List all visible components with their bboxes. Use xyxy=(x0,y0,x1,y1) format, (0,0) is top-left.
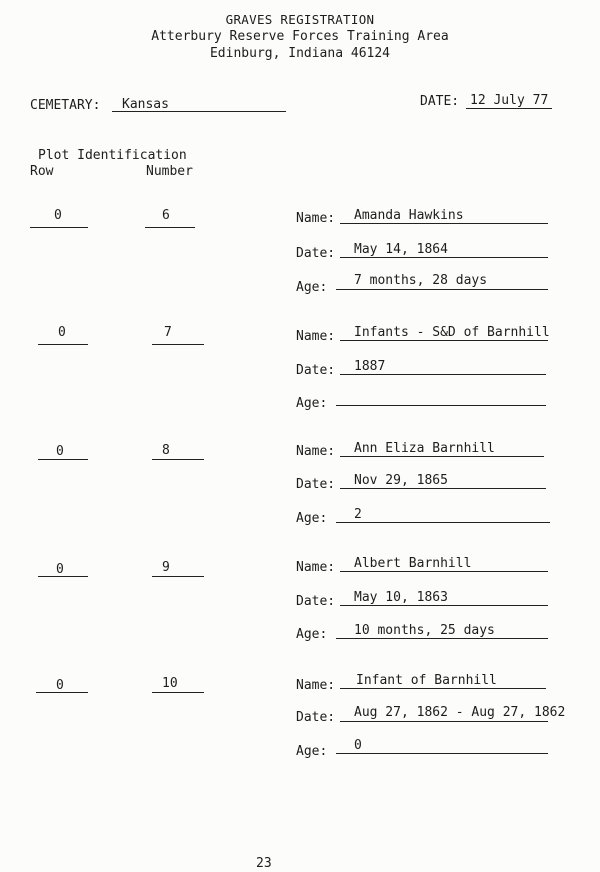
date-field-label: Date: xyxy=(296,363,336,378)
cemetery-label: CEMETARY: xyxy=(30,98,101,113)
number-underline xyxy=(152,344,204,345)
age-value: 7 months, 28 days xyxy=(354,273,488,288)
row-value: 0 xyxy=(54,208,62,223)
date-label: DATE: xyxy=(420,94,460,109)
row-value: 0 xyxy=(56,678,64,693)
date-field-label: Date: xyxy=(296,594,336,609)
age-label: Age: xyxy=(296,280,328,295)
age-underline xyxy=(336,638,548,639)
age-label: Age: xyxy=(296,744,328,759)
date-field-underline xyxy=(340,374,546,375)
name-value: Amanda Hawkins xyxy=(354,208,464,223)
name-underline xyxy=(340,571,548,572)
name-underline xyxy=(340,223,548,224)
name-label: Name: xyxy=(296,678,336,693)
name-label: Name: xyxy=(296,560,336,575)
age-value: 0 xyxy=(354,738,362,753)
row-value: 0 xyxy=(58,325,66,340)
number-value: 7 xyxy=(164,325,172,340)
age-underline xyxy=(336,289,548,290)
date-field-value: Nov 29, 1865 xyxy=(354,473,448,488)
name-label: Name: xyxy=(296,444,336,459)
page-number: 23 xyxy=(256,856,272,871)
number-underline xyxy=(152,576,204,577)
name-value: Infant of Barnhill xyxy=(356,673,497,688)
name-value: Ann Eliza Barnhill xyxy=(354,441,495,456)
age-underline xyxy=(336,522,550,523)
cemetery-value: Kansas xyxy=(122,97,169,112)
name-label: Name: xyxy=(296,211,336,226)
number-column-header: Number xyxy=(146,164,193,179)
date-field-label: Date: xyxy=(296,246,336,261)
date-field-value: Aug 27, 1862 - Aug 27, 1862 xyxy=(354,705,566,720)
date-field-underline xyxy=(340,488,546,489)
number-underline xyxy=(152,459,204,460)
number-value: 8 xyxy=(162,443,170,458)
row-underline xyxy=(38,576,88,577)
number-underline xyxy=(152,692,204,693)
row-value: 0 xyxy=(56,562,64,577)
age-underline xyxy=(336,405,546,406)
row-underline xyxy=(38,459,88,460)
name-underline xyxy=(340,340,548,341)
age-value: 2 xyxy=(354,507,362,522)
date-field-value: May 14, 1864 xyxy=(354,242,448,257)
name-underline xyxy=(340,688,546,689)
row-value: 0 xyxy=(56,444,64,459)
name-underline xyxy=(340,456,544,457)
row-underline xyxy=(30,227,88,228)
date-field-value: 1887 xyxy=(354,359,386,374)
date-field-value: May 10, 1863 xyxy=(354,590,448,605)
date-underline xyxy=(466,108,552,109)
name-value: Infants - S&D of Barnhill xyxy=(354,325,550,340)
number-value: 10 xyxy=(162,676,178,691)
date-field-underline xyxy=(340,257,548,258)
number-value: 6 xyxy=(162,208,170,223)
age-label: Age: xyxy=(296,627,328,642)
cemetery-underline xyxy=(112,111,286,112)
age-label: Age: xyxy=(296,396,328,411)
organization-address: Edinburg, Indiana 46124 xyxy=(209,46,390,61)
date-field-underline xyxy=(340,605,548,606)
organization-name: Atterbury Reserve Forces Training Area xyxy=(151,29,449,44)
row-underline xyxy=(36,692,88,693)
date-field-label: Date: xyxy=(296,710,336,725)
form-title: GRAVES REGISTRATION xyxy=(225,12,375,27)
row-underline xyxy=(38,344,88,345)
number-underline xyxy=(145,227,195,228)
plot-identification-heading: Plot Identification xyxy=(38,148,187,163)
name-value: Albert Barnhill xyxy=(354,556,472,571)
age-value: 10 months, 25 days xyxy=(354,623,495,638)
date-value: 12 July 77 xyxy=(470,93,549,108)
age-underline xyxy=(336,753,548,754)
date-field-underline xyxy=(340,721,548,722)
row-column-header: Row xyxy=(30,164,54,179)
age-label: Age: xyxy=(296,511,328,526)
date-field-label: Date: xyxy=(296,477,336,492)
name-label: Name: xyxy=(296,329,336,344)
number-value: 9 xyxy=(162,560,170,575)
